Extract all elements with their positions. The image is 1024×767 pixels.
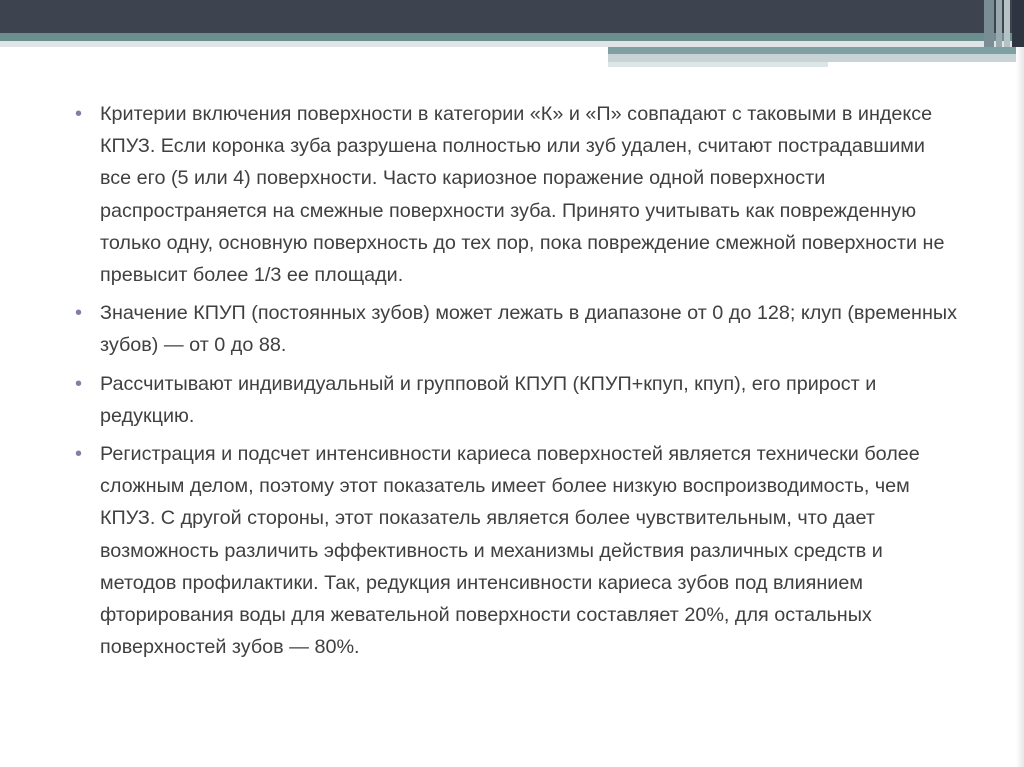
header-vertical-stripe xyxy=(1012,0,1024,47)
bullet-dot-icon: • xyxy=(75,372,83,395)
bullet-dot-icon: • xyxy=(75,302,83,325)
header-vertical-stripe xyxy=(996,0,1002,47)
header-vertical-stripe xyxy=(984,0,994,47)
bullet-list xyxy=(75,98,958,663)
slide-body xyxy=(75,98,958,669)
bullet-dot-icon: • xyxy=(75,443,83,466)
bullet-text: Рассчитывают индивидуальный и групповой КПУП (КПУП+кпуп, кпуп), его прирост и редукцию. xyxy=(100,372,877,427)
bullet-item xyxy=(75,368,958,432)
bullet-item xyxy=(75,297,958,361)
header-accent-thin xyxy=(608,62,828,67)
bullet-text: Значение КПУП (постоянных зубов) может лежать в диапазоне от 0 до 128; клуп (временных зубов) — от 0 до 88. xyxy=(100,302,957,357)
header-band-teal xyxy=(0,33,1024,41)
bullet-item xyxy=(75,98,958,291)
bullet-text: Критерии включения поверхности в категории «К» и «П» совпадают с таковыми в индексе КПУЗ. Если коронка зуба разрушена полностью или зуб удален, считают пострадавшими все его (5 или 4) поверхности. Часто кариозное поражение одной поверхности распространяется на смежные поверхности зуба. Принято учитывать как поврежденную только одну, основную поверхность до тех пор, пока повреждение смежной поверхности не превысит более 1/3 ее площади. xyxy=(100,103,945,287)
header-accent-teal xyxy=(608,47,1024,54)
bullet-item xyxy=(75,438,958,663)
bullet-dot-icon: • xyxy=(75,103,83,125)
slide-right-edge-shadow xyxy=(1016,47,1024,767)
bullet-text: Регистрация и подсчет интенсивности кариеса поверхностей является технически более сложным делом, поэтому этот показатель имеет более низкую воспроизводимость, чем КПУЗ. С другой стороны, этот показатель является более чувствительным, что дает возможность различить эффективность и механизмы действия различных средств и методов профилактики. Так, редукция интенсивности кариеса зубов под влиянием фторирования воды для жевательной поверхности составляет 20%, для остальных поверхностей зубов — 80%. xyxy=(100,443,920,659)
header-vertical-stripe xyxy=(1004,0,1010,47)
header-band-dark xyxy=(0,0,1024,33)
header-accent-light xyxy=(608,54,1024,62)
